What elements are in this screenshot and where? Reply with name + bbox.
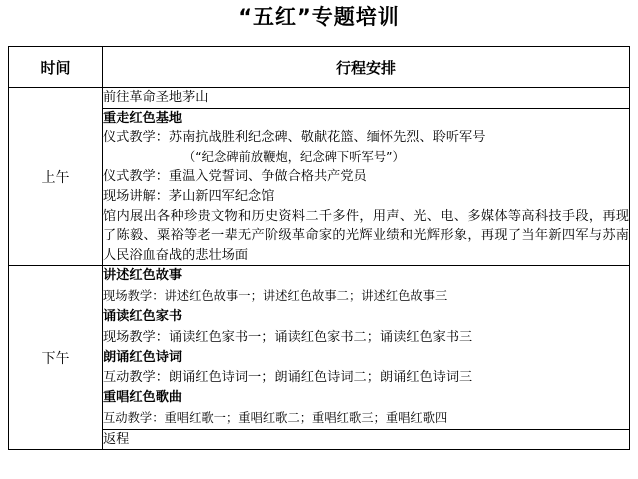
page-title: “五红”专题培训 — [238, 5, 400, 29]
time-afternoon: 下午 — [9, 266, 103, 450]
afternoon-line-3: 互动教学：朗诵红色诗词一；朗诵红色诗词二；朗诵红色诗词三 — [103, 370, 473, 386]
table-header-row — [9, 47, 630, 88]
afternoon-heading-3: 朗诵红色诗词 — [103, 349, 183, 365]
afternoon-line-1: 现场教学：讲述红色故事一；讲述红色故事二；讲述红色故事三 — [103, 288, 448, 303]
time-morning: 上午 — [9, 88, 103, 266]
afternoon-heading-1: 讲述红色故事 — [103, 268, 183, 284]
afternoon-heading-4: 重唱红色歌曲 — [103, 390, 183, 406]
morning-line-3: 现场讲解：茅山新四军纪念馆 — [103, 188, 275, 204]
table-row-morning-detail — [9, 108, 630, 266]
afternoon-line-4: 互动教学：重唱红歌一；重唱红歌二；重唱红歌三；重唱红歌四 — [103, 410, 448, 425]
morning-line-2: 仪式教学：重温入党誓词、争做合格共产党员 — [103, 169, 367, 185]
morning-line-1-note: （“纪念碑前放鞭炮，纪念碑下听军号”） — [183, 149, 405, 164]
morning-line-1: 仪式教学：苏南抗战胜利纪念碑、敬献花篮、缅怀先烈、聆听军号 — [103, 130, 486, 146]
afternoon-detail-cell — [103, 266, 630, 429]
afternoon-line-2: 现场教学：诵读红色家书一；诵读红色家书二；诵读红色家书三 — [103, 329, 473, 345]
morning-paragraph: 馆内展出各种珍贵文物和历史资料二千多件，用声、光、电、多媒体等高科技手段，再现了陈毅、粟裕等老一辈无产阶级革命家的光辉业绩和光辉形象，再现了当年新四军与苏南人民浴血奋战的悲壮场面 — [103, 208, 629, 263]
return-cell — [103, 429, 630, 450]
afternoon-heading-2: 诵读红色家书 — [103, 308, 183, 324]
header-schedule: 行程安排 — [103, 47, 630, 88]
table-row-afternoon-detail — [9, 266, 630, 429]
morning-intro: 前往革命圣地茅山 — [103, 90, 209, 105]
table-row-return — [9, 429, 630, 450]
header-time: 时间 — [9, 47, 103, 88]
morning-detail-cell — [103, 108, 630, 266]
morning-intro-cell — [103, 88, 630, 109]
morning-heading: 重走红色基地 — [103, 110, 183, 126]
schedule-table — [8, 46, 630, 450]
table-row-morning-intro — [9, 88, 630, 109]
return-text: 返程 — [103, 431, 130, 447]
